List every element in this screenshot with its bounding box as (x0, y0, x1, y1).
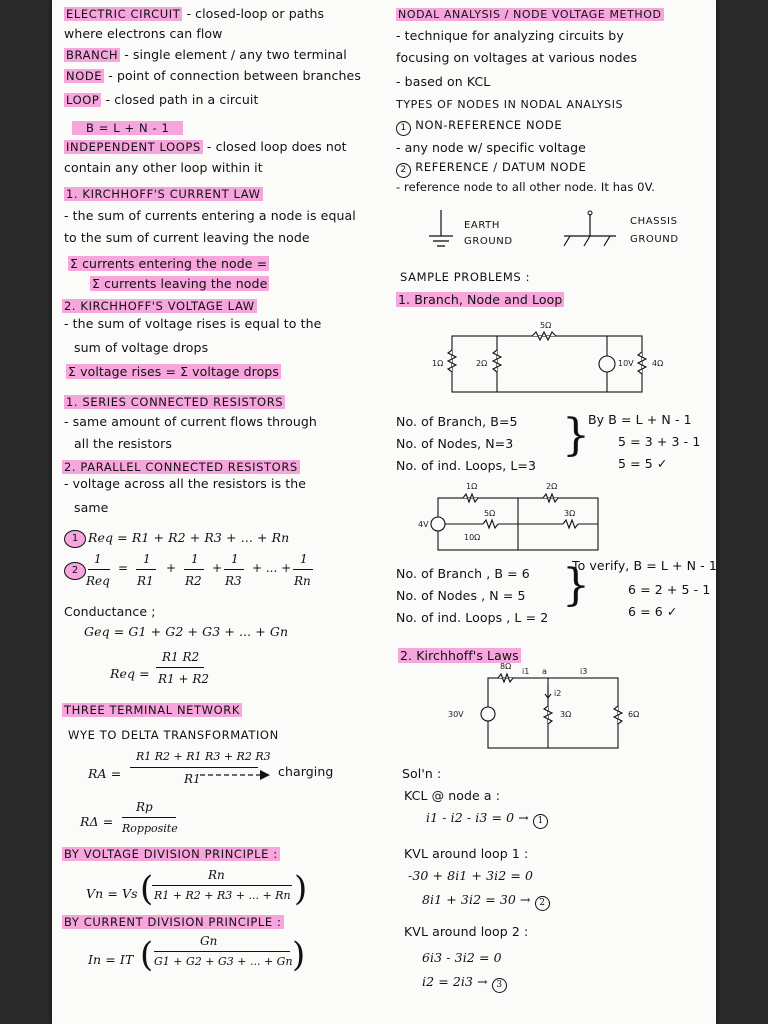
term-node: NODE (66, 69, 103, 83)
notes-page (52, 0, 716, 1024)
p2-branch: No. of Branch , B = 6 (396, 566, 530, 581)
req-par-t1-bar (136, 569, 156, 570)
heading-kvl (62, 298, 257, 314)
eq-kvl-1: -30 + 8i1 + 3i2 = 0 (408, 868, 534, 883)
c2-label-e: 3Ω (564, 509, 576, 518)
p1-nodes: No. of Nodes, N=3 (396, 436, 514, 451)
eq-1-expr: i1 - i2 - i3 = 0 (426, 810, 515, 825)
node-type-1 (396, 118, 562, 135)
heading-voltage-division (62, 846, 280, 862)
c3-label-i2: i2 (554, 689, 562, 698)
formula-b-l-n (72, 120, 183, 136)
chassis-label-1: CHASSIS (630, 216, 678, 227)
p1-branch: No. of Branch, B=5 (396, 414, 518, 429)
circled-number-c2: 2 (396, 163, 411, 178)
c1-label-top: 5Ω (540, 321, 552, 330)
chassis-label-2: GROUND (630, 234, 679, 245)
c3-label-r3: 3Ω (560, 710, 572, 719)
c2-label-b: 2Ω (546, 482, 558, 491)
heading-voltage-division-text: BY VOLTAGE DIVISION PRINCIPLE : (64, 847, 278, 861)
def-node: - point of connection between branches (104, 68, 361, 83)
req-par-lhs-num: 1 (94, 552, 102, 566)
vn-bar (152, 885, 292, 886)
kcl-formula-2-text: Σ currents leaving the node (92, 276, 268, 291)
ra-num: R1 R2 + R1 R3 + R2 R3 (136, 750, 271, 763)
vn-lhs: Vn = Vs (86, 886, 138, 901)
heading-nodal-analysis-text: NODAL ANALYSIS / NODE VOLTAGE METHOD (398, 8, 662, 21)
formula-b-l-n-text: B = L + N - 1 (72, 121, 183, 135)
chassis-ground-icon (560, 210, 620, 258)
heading-kvl-text: 2. KIRCHHOFF'S VOLTAGE LAW (64, 299, 255, 313)
p1-loops: No. of ind. Loops, L=3 (396, 458, 537, 473)
kcl-formula-1 (68, 256, 269, 271)
p2-loops: No. of ind. Loops , L = 2 (396, 610, 549, 625)
c2-label-c: 5Ω (484, 509, 496, 518)
heading-three-terminal (62, 702, 242, 718)
req-par-lhs-den: Req (86, 574, 110, 588)
p1-verify-2: 5 = 3 + 3 - 1 (618, 434, 701, 449)
rdelta-num: Rp (136, 800, 153, 814)
req-par-t3-bar (224, 569, 244, 570)
heading-branch-node-loop (396, 292, 564, 307)
req-series-formula: Req = R1 + R2 + R3 + ... + Rn (88, 530, 290, 545)
req-par-plus-1: + (166, 561, 177, 575)
kvl-formula-text: Σ voltage rises = Σ voltage drops (68, 364, 280, 379)
heading-current-division (62, 914, 284, 930)
kvl-formula (66, 364, 281, 379)
heading-sample-problems: SAMPLE PROBLEMS : (400, 270, 531, 284)
req2-den: R1 + R2 (158, 672, 210, 686)
kvl-loop-1-label: KVL around loop 1 : (404, 846, 529, 861)
req-par-plus-2: + (212, 561, 223, 575)
circuit-diagram-2 (418, 480, 618, 556)
parallel-line-1: - voltage across all the resistors is the (64, 476, 307, 491)
series-line-2: all the resistors (74, 436, 173, 451)
kvl-line-2: sum of voltage drops (74, 340, 209, 355)
rdelta-den: Ropposite (122, 822, 178, 835)
eq-3-text: i2 = 2i3 → 3 (422, 974, 507, 992)
vn-num: Rn (208, 868, 225, 882)
def-loop: - closed path in a circuit (101, 92, 259, 107)
line-branch (64, 47, 347, 63)
in-lhs: In = IT (88, 952, 134, 967)
eq-2-expr: 8i1 + 3i2 = 30 (422, 892, 516, 907)
eq-3-marker: 3 (492, 978, 507, 993)
heading-kirchhoffs-laws (398, 648, 521, 663)
heading-current-division-text: BY CURRENT DIVISION PRINCIPLE : (64, 915, 282, 929)
heading-kirchhoffs-laws-text: 2. Kirchhoff's Laws (400, 648, 519, 663)
rdelta-bar (122, 817, 176, 818)
heading-parallel-text: 2. PARALLEL CONNECTED RESISTORS (64, 460, 298, 474)
in-den: G1 + G2 + G3 + ... + Gn (154, 955, 293, 968)
node-type-2 (396, 160, 586, 177)
req-par-tn-bar (293, 569, 313, 570)
c2-label-a: 1Ω (466, 482, 478, 491)
in-num: Gn (200, 934, 218, 948)
circled-number-c1: 1 (396, 121, 411, 136)
req-par-tn-den: Rn (294, 574, 311, 588)
req-par-lhs-bar (88, 569, 110, 570)
c2-label-d: 10Ω (464, 533, 481, 542)
nodal-line-2: focusing on voltages at various nodes (396, 50, 638, 65)
arrow-icon (200, 768, 272, 782)
heading-nodal-analysis (396, 6, 664, 22)
eq-2-text: 8i1 + 3i2 = 30 → 2 (422, 892, 550, 910)
circled-number-1: 1 (64, 530, 86, 548)
series-line-1: - same amount of current flows through (64, 414, 317, 429)
ra-lhs: RA = (88, 766, 122, 781)
req-par-t3-den: R3 (225, 574, 242, 588)
nodal-line-1: - technique for analyzing circuits by (396, 28, 624, 43)
node-type-1-desc: - any node w/ specific voltage (396, 140, 586, 155)
heading-series-text: 1. SERIES CONNECTED RESISTORS (66, 395, 284, 409)
req2-bar (156, 667, 204, 668)
def-branch: - single element / any two terminal (120, 47, 347, 62)
eq-1-text: i1 - i2 - i3 = 0 → 1 (426, 810, 548, 828)
line-loop (64, 92, 258, 108)
in-paren-left: ( (140, 935, 154, 975)
brace-2: } (562, 560, 590, 611)
req-par-tn-num: 1 (300, 552, 308, 566)
charging-note: charging (278, 764, 334, 779)
c1-label-r1: 1Ω (432, 359, 444, 368)
term-independent-loops: INDEPENDENT LOOPS (66, 140, 201, 154)
kvl-loop-2-label: KVL around loop 2 : (404, 924, 529, 939)
heading-parallel (62, 459, 300, 475)
heading-wye-delta: WYE TO DELTA TRANSFORMATION (68, 728, 279, 742)
circuit-diagram-3 (402, 662, 640, 754)
line-electric-circuit-2: where electrons can flow (64, 26, 223, 41)
earth-label-2: GROUND (464, 236, 513, 247)
line-node (64, 68, 361, 84)
req-par-t2-bar (184, 569, 204, 570)
def-independent-loops: - closed loop does not (202, 139, 347, 154)
req2-num: R1 R2 (162, 650, 200, 664)
kcl-formula-1-text: Σ currents entering the node = (70, 256, 268, 271)
circuit-diagram-1 (432, 320, 672, 400)
ra-den: R1 (184, 772, 201, 786)
heading-series (64, 394, 285, 410)
geq-formula: Geq = G1 + G2 + G3 + ... + Gn (84, 624, 289, 639)
line-electric-circuit (64, 6, 324, 22)
earth-label-1: EARTH (464, 220, 501, 231)
circled-number-2: 2 (64, 562, 86, 580)
c3-label-src: 30V (448, 710, 464, 719)
brace-1: } (562, 410, 590, 461)
vn-den: R1 + R2 + R3 + ... + Rn (154, 889, 291, 902)
solution-label: Sol'n : (402, 766, 442, 781)
req-par-t2-den: R2 (185, 574, 202, 588)
req-par-t1-den: R1 (137, 574, 154, 588)
p2-nodes: No. of Nodes , N = 5 (396, 588, 526, 603)
c3-label-i3: i3 (580, 667, 588, 676)
heading-node-types: TYPES OF NODES IN NODAL ANALYSIS (396, 98, 624, 111)
def-electric-circuit: - closed-loop or paths (182, 6, 325, 21)
kcl-formula-2 (90, 276, 269, 291)
p2-verify-3: 6 = 6 ✓ (628, 604, 678, 619)
req-par-t3-num: 1 (231, 552, 239, 566)
eq-3-expr: i2 = 2i3 (422, 974, 474, 989)
term-electric-circuit: ELECTRIC CIRCUIT (66, 7, 181, 21)
eq-kvl-2: 6i3 - 3i2 = 0 (422, 950, 502, 965)
vn-paren-right: ) (294, 869, 308, 909)
in-paren-right: ) (292, 935, 306, 975)
earth-ground-icon (426, 210, 456, 258)
req-par-t2-num: 1 (191, 552, 199, 566)
vn-paren-left: ( (140, 869, 154, 909)
req-par-equals: = (118, 561, 129, 575)
term-branch: BRANCH (66, 48, 119, 62)
c1-label-src: 10V (618, 359, 634, 368)
line-independent-loops-2: contain any other loop within it (64, 160, 263, 175)
nodal-line-3: - based on KCL (396, 74, 491, 89)
c3-label-i1: i1 (522, 667, 530, 676)
c3-label-node-a: a (542, 667, 547, 676)
c1-label-r4: 4Ω (652, 359, 664, 368)
term-loop: LOOP (66, 93, 100, 107)
req-par-dots: + ... + (252, 561, 292, 575)
c1-label-r2: 2Ω (476, 359, 488, 368)
c3-label-r6: 6Ω (628, 710, 640, 719)
c2-label-src: 4V (418, 520, 429, 529)
eq-2-marker: 2 (535, 896, 550, 911)
rdelta-lhs: RΔ = (80, 814, 114, 829)
heading-kcl-text: 1. KIRCHHOFF'S CURRENT LAW (66, 187, 261, 201)
in-bar (154, 951, 290, 952)
conductance-label: Conductance ; (64, 604, 156, 619)
req2-lhs: Req = (110, 666, 150, 681)
req-par-t1-num: 1 (143, 552, 151, 566)
kvl-line-1: - the sum of voltage rises is equal to the (64, 316, 322, 331)
heading-kcl (64, 186, 263, 202)
node-type-2-desc: - reference node to all other node. It has 0V. (396, 180, 655, 194)
heading-branch-node-loop-text: 1. Branch, Node and Loop (398, 292, 563, 307)
p2-verify-1: To verify, B = L + N - 1 (572, 558, 717, 573)
p2-verify-2: 6 = 2 + 5 - 1 (628, 582, 711, 597)
p1-verify-1: By B = L + N - 1 (588, 412, 692, 427)
kcl-line-1: - the sum of currents entering a node is equal (64, 208, 356, 223)
node-type-1-text: NON-REFERENCE NODE (415, 118, 563, 132)
node-type-2-text: REFERENCE / DATUM NODE (415, 160, 587, 174)
c3-label-r8: 8Ω (500, 662, 512, 671)
p1-verify-3: 5 = 5 ✓ (618, 456, 668, 471)
kcl-line-2: to the sum of current leaving the node (64, 230, 310, 245)
parallel-line-2: same (74, 500, 109, 515)
kcl-node-a: KCL @ node a : (404, 788, 501, 803)
eq-1-marker: 1 (533, 814, 548, 829)
heading-three-terminal-text: THREE TERMINAL NETWORK (64, 703, 241, 717)
line-independent-loops (64, 139, 347, 155)
